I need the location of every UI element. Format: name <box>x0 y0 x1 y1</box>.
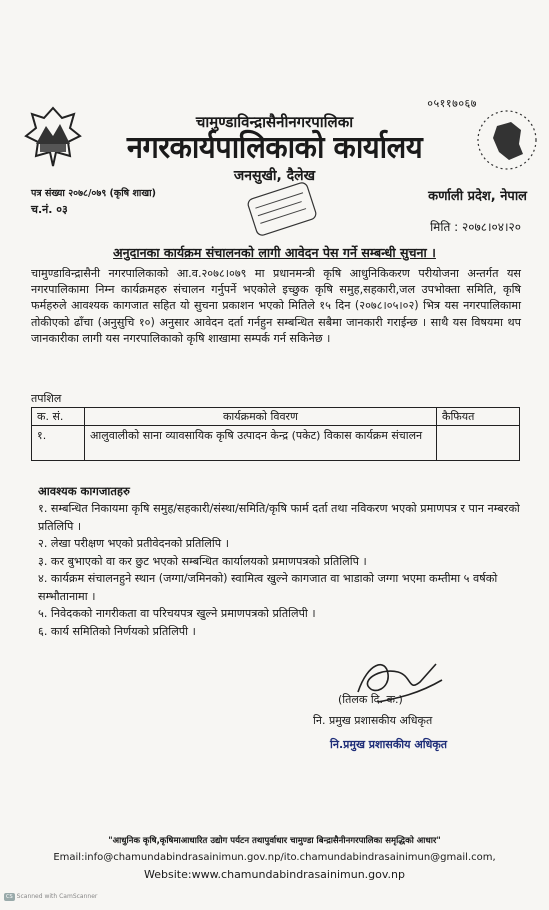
notice-subject: अनुदानका कार्यक्रम संचालनको लागी आवेदन पेस गर्ने सम्बन्धी सुचना । <box>113 245 436 260</box>
reference-number: पत्र संख्या २०७८/०७९ (कृषि शाखा) <box>31 188 156 199</box>
required-documents-title: आवश्यक कागजातहरु <box>38 484 130 498</box>
list-item: ५. निवेदकको नागरीकता वा परिचयपत्र खुल्ने प्रमाणपत्रको प्रतिलिपी । <box>38 607 316 620</box>
camscanner-icon: CS <box>6 894 13 900</box>
col-remarks: कैफियत <box>437 408 520 426</box>
col-program: कार्यक्रमको विवरण <box>85 408 437 426</box>
list-item: ४. कार्यक्रम संचालनहुने स्थान (जग्गा/जमिनको) स्वामित्व खुल्ने कागजात वा भाडाको जग्गा भएमा कम्तीमा ५ वर्षको सम्भौतानामा । <box>38 572 498 603</box>
signatory-stamp: नि.प्रमुख प्रशासकीय अधिकृत <box>330 738 448 751</box>
office-title: नगरकार्यपालिकाको कार्यालय <box>126 129 423 165</box>
office-location: जनसुखी, दैलेख <box>233 168 316 184</box>
scanner-label: Scanned with CamScanner <box>16 893 98 900</box>
footer-email: Email:info@chamundabindrasainimun.gov.np/ito.chamundabindrasainimun@gmail.com, <box>53 852 496 863</box>
col-serial: क. सं. <box>32 408 85 426</box>
notice-paragraph: चामुण्डाविन्द्रासैनी नगरपालिकाको आ.व.२०७८।०७९ मा प्रधानमन्त्री कृषि आधुनिकिकरण परीयोजना अन्तर्गत यस नगरपालिकामा निम्न कार्यक्रमहरु संचालन गर्नुपर्ने भएकोले इच्छुक कृषि समुह,सहकारी,जल उपभोक्ता समिति, कृषि फर्महरुले आवश्यक कागजात सहित यो सुचना प्रकाशन भएको मितिले १५ दिन (२०७८।०५।०२) भित्र यस नगरपालिकामा तोकीएको ढाँचा (अनुसुचि १०) अनुसार आवेदन दर्ता गर्नहुन सम्बन्धित सबैमा जानकारी गराईन्छ । साथै यस विषयमा थप जानकारीका लागी यस नगरपालिकाको कृषि शाखामा सम्पर्क गर्न सकिनेछ । <box>31 267 521 345</box>
notice-body <box>31 266 521 347</box>
row-serial: १. <box>32 426 85 461</box>
row-remarks <box>437 426 520 461</box>
row-program: आलुवालीको साना व्यावसायिक कृषि उत्पादन केन्द्र (पकेट) विकास कार्यक्रम संचालन <box>85 426 437 461</box>
list-item: २. लेखा परीक्षण भएको प्रतीवेदनको प्रतिलिपि । <box>38 537 229 550</box>
scanner-watermark <box>4 893 97 901</box>
table-row <box>32 426 520 461</box>
list-item: ६. कार्य समितिको निर्णयको प्रतिलिपी । <box>38 624 196 638</box>
letter-date: मिति : २०७८।०४।२० <box>430 220 521 234</box>
municipality-name: चामुण्डाविन्द्रासैनीनगरपालिका <box>195 113 354 131</box>
list-item: ३. कर बुभाएको वा कर छुट भएको सम्बन्धित कार्यालयको प्रमाणपत्रको प्रतिलिपि । <box>38 554 367 568</box>
phone-number: ०५११७०६७ <box>427 97 477 110</box>
details-label: तपशिल <box>31 392 62 405</box>
program-table <box>31 407 520 461</box>
office-stamp <box>243 182 321 236</box>
list-item: १. सम्बन्धित निकायमा कृषि समुह/सहकारी/संस्था/समिति/कृषि फार्म दर्ता तथा नविकरण भएको प्रमाणपत्र र पान नम्बरको प्रतिलिपि । <box>38 502 520 533</box>
dispatch-number: च.नं. ०३ <box>31 203 68 216</box>
signatory-title: नि. प्रमुख प्रशासकीय अधिकृत <box>313 714 433 727</box>
footer-tagline: "आधुनिक कृषि,कृषिमाआधारित उद्योग पर्यटन तथापुर्वाधार चामुण्डा बिन्द्रासैनीनगरपालिका समृद्धिको आधार" <box>108 836 441 846</box>
signatory-name: (तिलक दि. क.) <box>338 693 403 706</box>
table-header-row <box>32 408 520 426</box>
required-documents-list <box>38 500 522 640</box>
footer-website: Website:www.chamundabindrasainimun.gov.np <box>144 868 405 881</box>
province-name: कर्णाली प्रदेश, नेपाल <box>428 189 527 204</box>
